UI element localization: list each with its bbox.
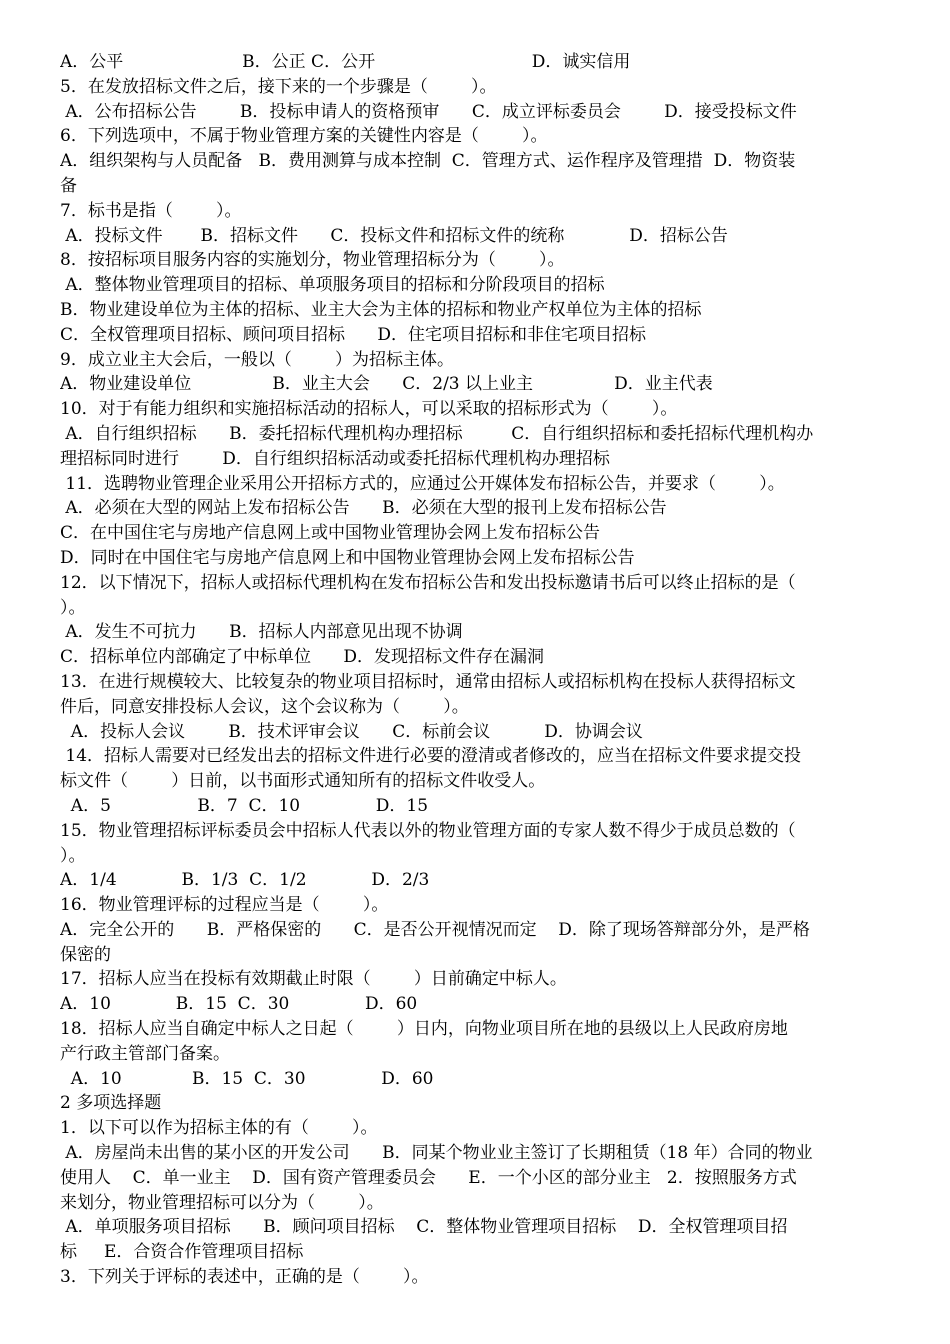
- question-9: 9．成立业主大会后，一般以（ ）为招标主体。: [60, 349, 455, 370]
- text-line: 件后，同意安排投标人会议，这个会议称为（ ）。: [60, 696, 469, 717]
- text-line: A．完全公开的 B．严格保密的 C．是否公开视情况而定 D．除了现场答辩部分外，是严格: [60, 919, 810, 940]
- question-multi-3: 3．下列关于评标的表述中，正确的是（ ）。: [60, 1267, 429, 1288]
- text-line: 理招标同时进行 D．自行组织招标活动或委托招标代理机构办理招标: [60, 448, 610, 469]
- question-17: 17．招标人应当在投标有效期截止时限（ ）日前确定中标人。: [60, 969, 567, 990]
- text-line: ）。: [60, 597, 86, 618]
- text-line: B．物业建设单位为主体的招标、业主大会为主体的招标和物业产权单位为主体的招标: [60, 299, 702, 320]
- text-line: D．同时在中国住宅与房地产信息网上和中国物业管理协会网上发布招标公告: [60, 547, 635, 568]
- text-line: 保密的: [60, 944, 111, 965]
- question-10: 10．对于有能力组织和实施招标活动的招标人，可以采取的招标形式为（ ）。: [60, 399, 678, 420]
- text-line: 备: [60, 175, 77, 196]
- text-line: A．10 B．15 C．30 D．60: [60, 1068, 434, 1089]
- text-line: A．投标文件 B．招标文件 C．投标文件和招标文件的统称 D．招标公告: [60, 225, 728, 246]
- text-line: A．组织架构与人员配备 B．费用测算与成本控制 C．管理方式、运作程序及管理措 D．物资装: [60, 151, 796, 172]
- text-line: 标文件（ ）日前，以书面形式通知所有的招标文件收受人。: [60, 771, 546, 792]
- question-11: 11．选聘物业管理企业采用公开招标方式的，应通过公开媒体发布招标公告，并要求（ ）。: [60, 473, 785, 494]
- text-line: A．公布招标公告 B．投标申请人的资格预审 C．成立评标委员会 D．接受投标文件: [60, 101, 797, 122]
- question-7: 7．标书是指（ ）。: [60, 200, 242, 221]
- question-6: 6．下列选项中，不属于物业管理方案的关键性内容是（ ）。: [60, 126, 548, 147]
- text-line: A．1/4 B．1/3 C．1/2 D．2/3: [60, 870, 430, 891]
- text-line: A．物业建设单位 B．业主大会 C．2/3 以上业主 D．业主代表: [60, 374, 713, 395]
- text-line: ）。: [60, 845, 86, 866]
- text-line: A．必须在大型的网站上发布招标公告 B．必须在大型的报刊上发布招标公告: [60, 498, 667, 519]
- text-line: A．5 B．7 C．10 D．15: [60, 795, 429, 816]
- text-line: A．单项服务项目招标 B．顾问项目招标 C．整体物业管理项目招标 D．全权管理项目招: [60, 1217, 788, 1238]
- section-heading: 2 多项选择题: [60, 1093, 162, 1114]
- question-8: 8．按招标项目服务内容的实施划分，物业管理招标分为（ ）。: [60, 250, 565, 271]
- text-line: A．10 B．15 C．30 D．60: [60, 994, 418, 1015]
- text-line: A．自行组织招标 B．委托招标代理机构办理招标 C．自行组织招标和委托招标代理机构办: [60, 423, 814, 444]
- text-line: C．招标单位内部确定了中标单位 D．发现招标文件存在漏洞: [60, 647, 545, 668]
- text-line: 使用人 C．单一业主 D．国有资产管理委员会 E．一个小区的部分业主 2．按照服务方式: [60, 1167, 797, 1188]
- text-line: 标 E．合资合作管理项目招标: [60, 1242, 304, 1263]
- question-14: 14．招标人需要对已经发出去的招标文件进行必要的澄清或者修改的，应当在招标文件要求提交投: [60, 746, 802, 767]
- question-16: 16．物业管理评标的过程应当是（ ）。: [60, 895, 389, 916]
- text-line: C．在中国住宅与房地产信息网上或中国物业管理协会网上发布招标公告: [60, 523, 601, 544]
- question-5: 5．在发放招标文件之后，接下来的一个步骤是（ ）。: [60, 76, 497, 97]
- text-line: A．发生不可抗力 B．招标人内部意见出现不协调: [60, 622, 463, 643]
- text-line: A．整体物业管理项目的招标、单项服务项目的招标和分阶段项目的招标: [60, 275, 605, 296]
- text-line: 来划分，物业管理招标可以分为（ ）。: [60, 1192, 384, 1213]
- question-15: 15．物业管理招标评标委员会中招标人代表以外的物业管理方面的专家人数不得少于成员总数的（: [60, 820, 796, 841]
- question-13: 13．在进行规模较大、比较复杂的物业项目招标时，通常由招标人或招标机构在投标人获得招标文: [60, 671, 796, 692]
- question-18: 18．招标人应当自确定中标人之日起（ ）日内，向物业项目所在地的县级以上人民政府房地: [60, 1019, 788, 1040]
- question-multi-1: 1．以下可以作为招标主体的有（ ）。: [60, 1118, 378, 1139]
- text-line: C．全权管理项目招标、顾问项目招标 D．住宅项目招标和非住宅项目招标: [60, 324, 647, 345]
- question-12: 12．以下情况下，招标人或招标代理机构在发布招标公告和发出投标邀请书后可以终止招标的是（: [60, 572, 796, 593]
- text-line: A．投标人会议 B．技术评审会议 C．标前会议 D．协调会议: [60, 721, 643, 742]
- text-line: A．公平 B．公正 C．公开 D．诚实信用: [60, 52, 631, 72]
- text-line: A．房屋尚未出售的某小区的开发公司 B．同某个物业业主签订了长期租赁（18 年）合同的物业: [60, 1143, 813, 1164]
- text-line: 产行政主管部门备案。: [60, 1043, 230, 1064]
